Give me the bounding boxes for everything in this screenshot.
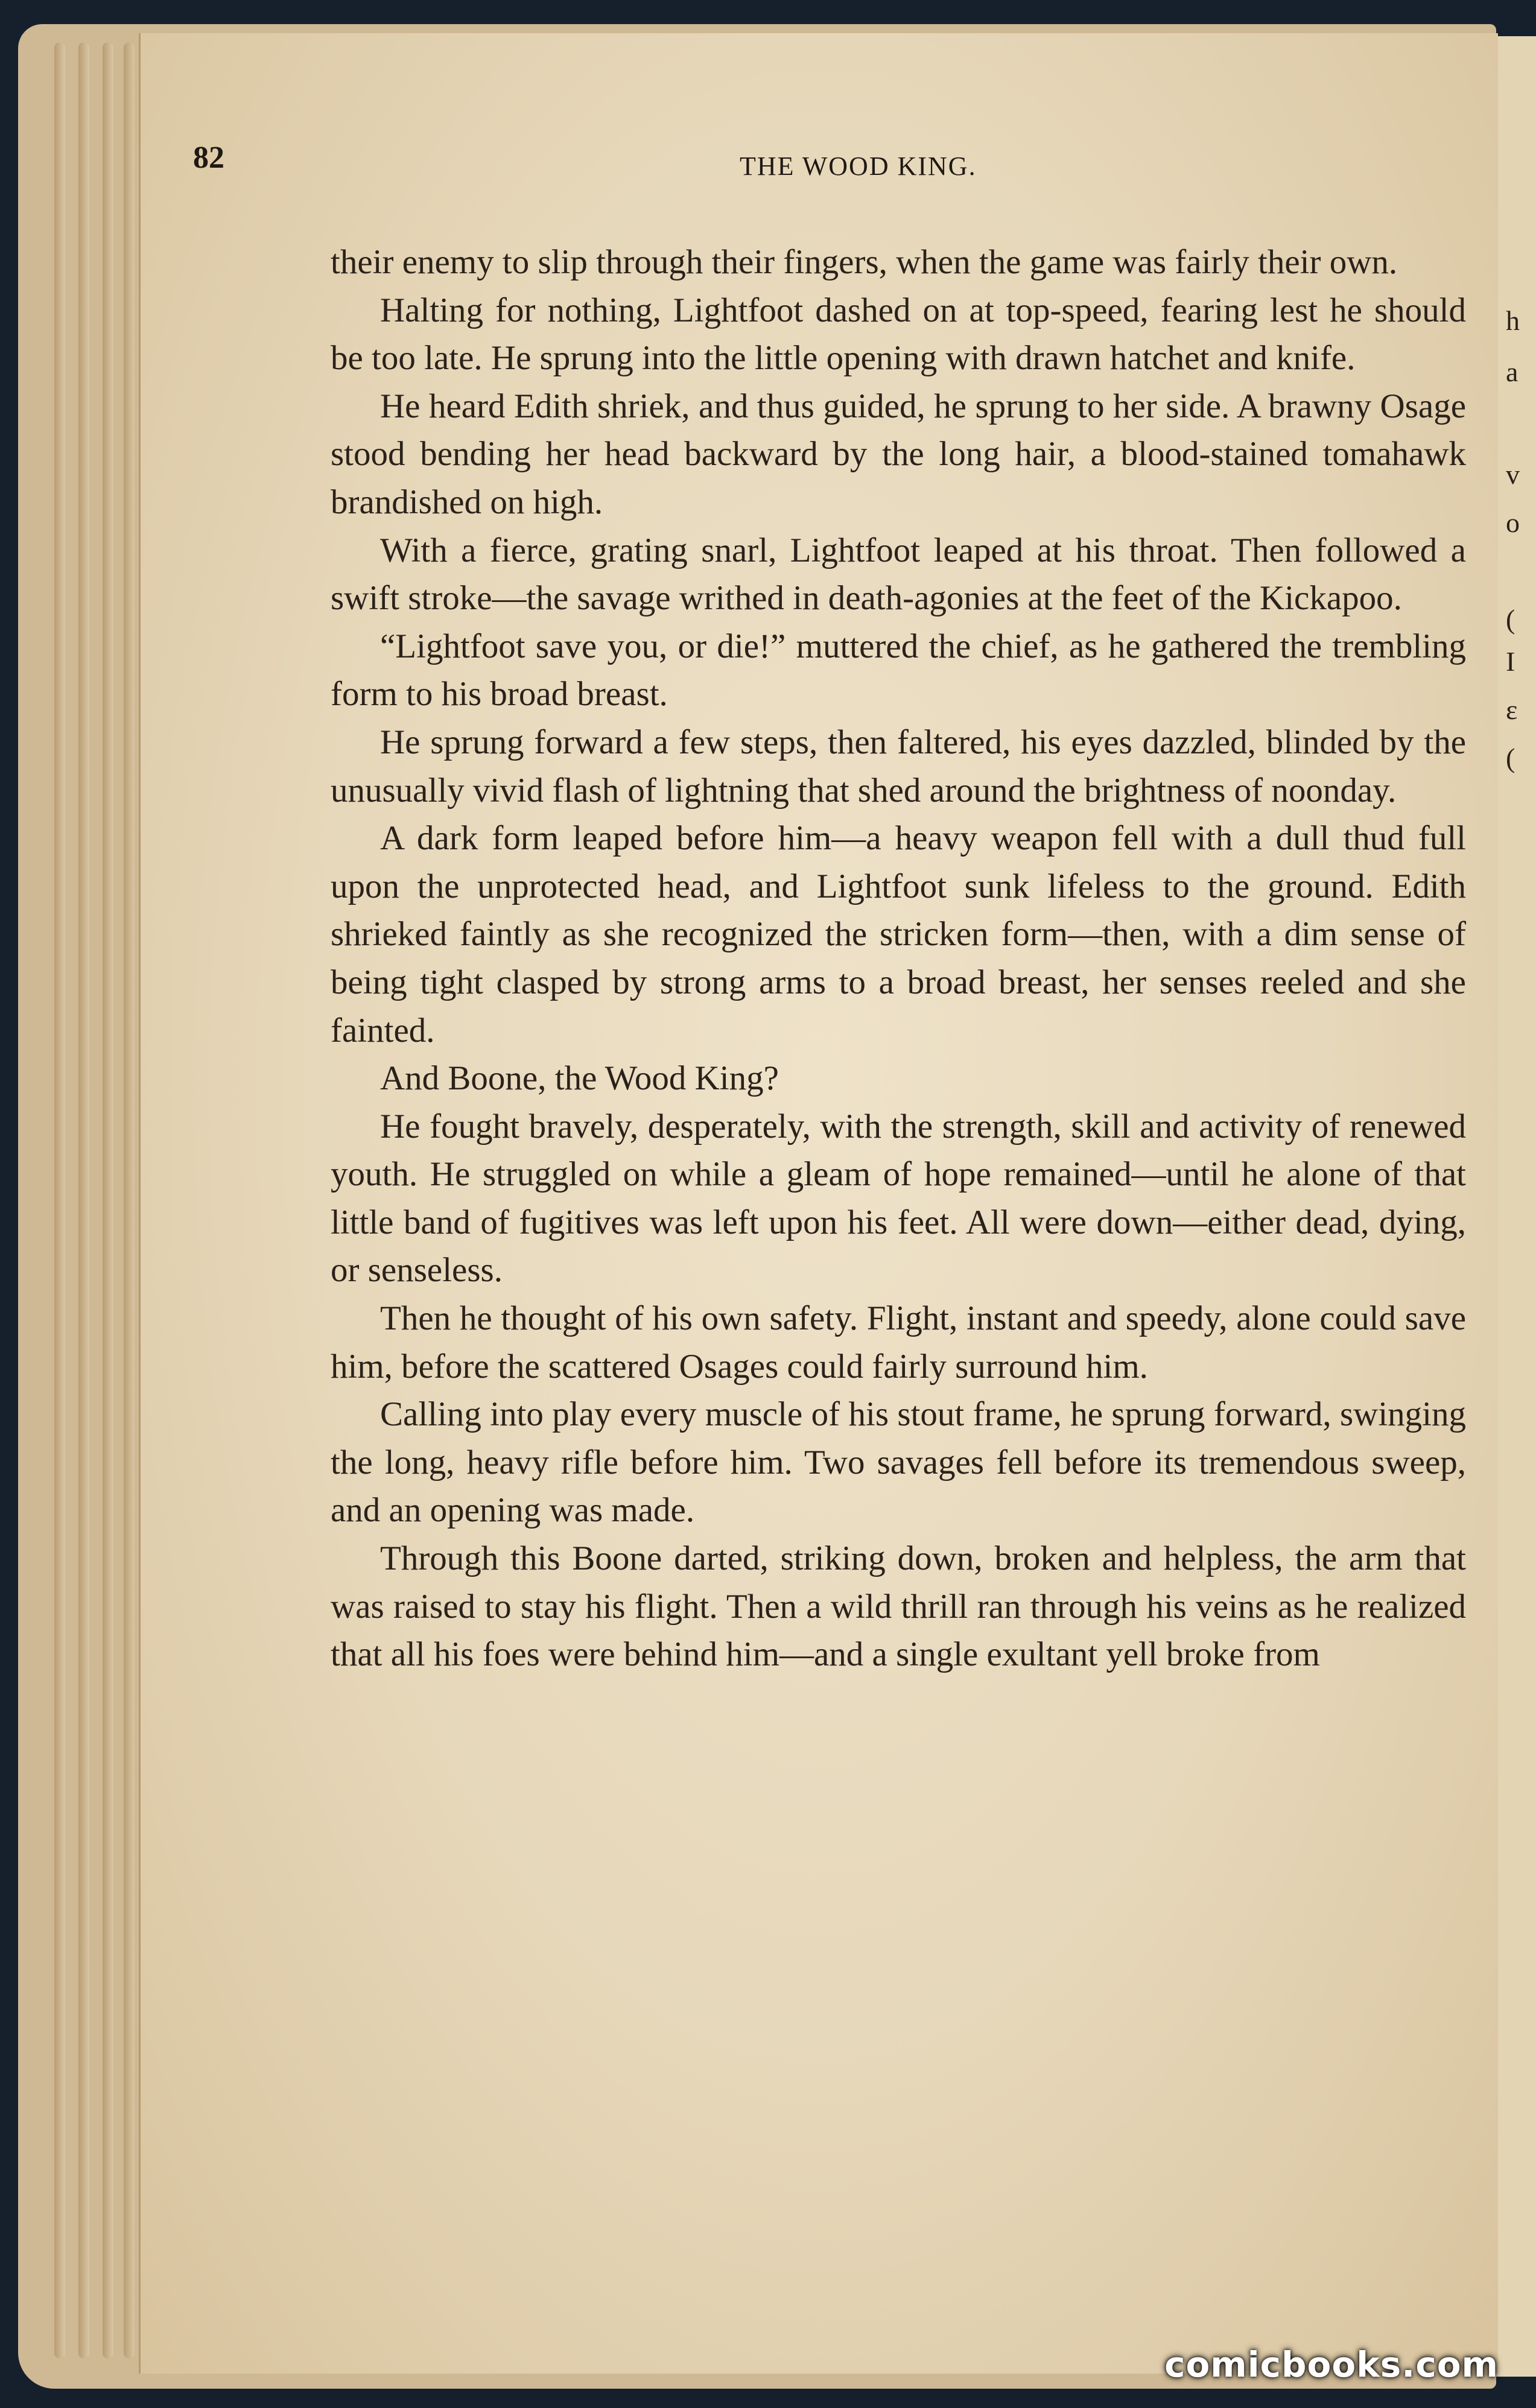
page-edge [54, 42, 65, 2359]
paragraph: Halting for nothing, Lightfoot dashed on at top-speed, fearing lest he should be too late. He sprung into the little opening with drawn hatchet and knife. [331, 291, 1466, 378]
paragraph: “Lightfoot save you, or die!” muttered the chief, as he gathered the trembling form to his broad breast. [331, 627, 1466, 714]
adjacent-page-fragment: I [1506, 646, 1515, 677]
page-edge [103, 42, 113, 2359]
page-number: 82 [193, 141, 224, 175]
adjacent-page-fragment: o [1506, 507, 1520, 538]
page-edge [124, 42, 135, 2359]
page-edge [78, 42, 89, 2359]
adjacent-page-fragment: ( [1506, 743, 1515, 773]
paragraph: their enemy to slip through their fingers, when the game was fairly their own. [331, 243, 1398, 281]
adjacent-page-fragment: ε [1506, 694, 1518, 725]
running-head: THE WOOD KING. [740, 151, 977, 181]
paragraph: He sprung forward a few steps, then faltered, his eyes dazzled, blinded by the unusually vivid flash of lightning that shed around the brightness of noonday. [331, 723, 1466, 810]
adjacent-page-fragment: ( [1506, 604, 1515, 635]
paragraph: Through this Boone darted, striking down, broken and helpless, the arm that was raised to stay his flight. Then a wild thrill ran through his veins as he realized that all his foes were behind him—and a single exultant yell broke from [331, 1539, 1466, 1674]
adjacent-page-fragment: a [1506, 356, 1519, 387]
adjacent-page-fragment: h [1506, 305, 1520, 336]
page-header [0, 140, 1536, 188]
paragraph: And Boone, the Wood King? [380, 1059, 779, 1098]
paragraph: Then he thought of his own safety. Flight, instant and speedy, alone could save him, before the scattered Osages could fairly surround him. [331, 1299, 1466, 1386]
paragraph: With a fierce, grating snarl, Lightfoot leaped at his throat. Then followed a swift stroke—the savage writhed in death-agonies at the feet of the Kickapoo. [331, 531, 1466, 618]
paragraph: He fought bravely, desperately, with the strength, skill and activity of renewed youth. He struggled on while a gleam of hope remained—until he alone of that little band of fugitives was left upon his feet. All were down—either dead, dying, or senseless. [331, 1107, 1466, 1290]
body-text [331, 238, 1466, 1679]
watermark-logo: comicbooks.com [1164, 2344, 1499, 2385]
paragraph: A dark form leaped before him—a heavy weapon fell with a dull thud full upon the unprotected head, and Lightfoot sunk lifeless to the ground. Edith shrieked faintly as she recognized the stricken form—then, with a dim sense of being tight clasped by strong arms to a broad breast, her senses reeled and she fainted. [331, 819, 1466, 1050]
paragraph: He heard Edith shriek, and thus guided, he sprung to her side. A brawny Osage stood bending her head backward by the long hair, a blood-stained tomahawk brandished on high. [331, 387, 1466, 521]
adjacent-page-fragment: v [1506, 459, 1520, 490]
paragraph: Calling into play every muscle of his stout frame, he sprung forward, swinging the long, heavy rifle before him. Two savages fell before its tremendous sweep, and an opening was made. [331, 1395, 1466, 1530]
